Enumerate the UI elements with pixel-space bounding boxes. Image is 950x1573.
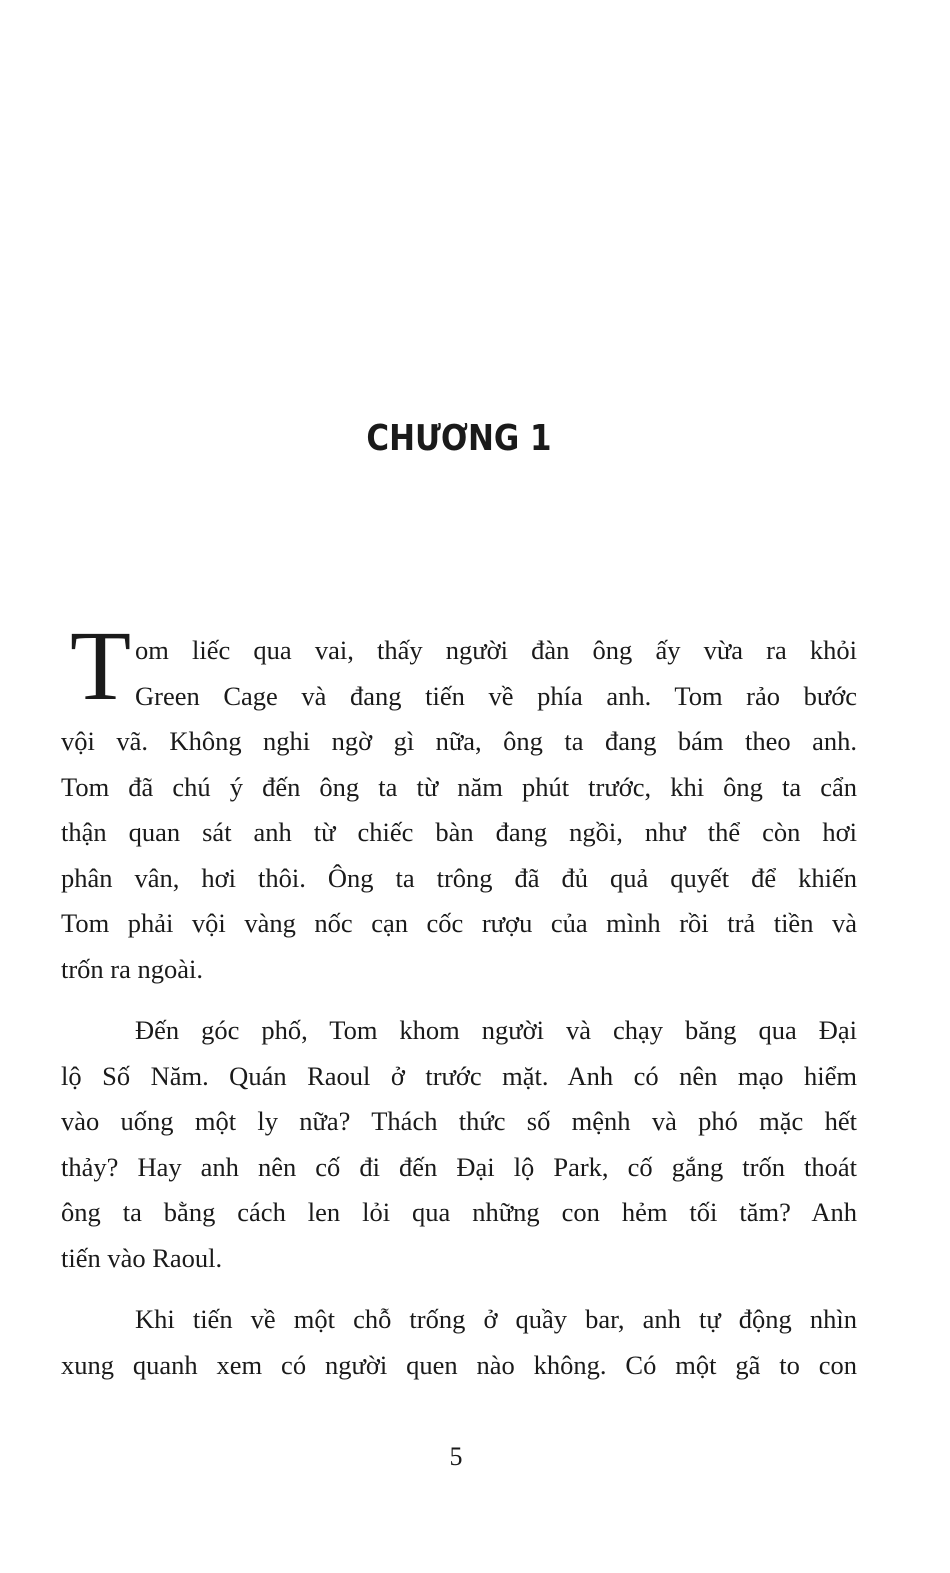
chapter-body (61, 628, 857, 1388)
text-line: xung quanh xem có người quen nào không. Có một gã to con (61, 1349, 857, 1380)
paragraph-3 (61, 1297, 857, 1388)
text-line: vào uống một ly nữa? Thách thức số mệnh và phó mặc hết (61, 1106, 857, 1136)
text-line: trốn ra ngoài. (61, 953, 204, 984)
text-line: Khi tiến về một chỗ trống ở quầy bar, anh tự động nhìn (135, 1304, 857, 1334)
text-line: lộ Số Năm. Quán Raoul ở trước mặt. Anh có nên mạo hiểm (61, 1060, 857, 1091)
page-number: 5 (449, 1442, 463, 1471)
text-line: om liếc qua vai, thấy người đàn ông ấy vừa ra khỏi (135, 635, 857, 665)
text-line: tiến vào Raoul. (61, 1242, 223, 1273)
text-line: phân vân, hơi thôi. Ông ta trông đã đủ quả quyết để khiến (61, 862, 857, 893)
paragraph-gap (61, 1281, 857, 1297)
drop-cap-letter: T (70, 610, 132, 721)
text-line: thận quan sát anh từ chiếc bàn đang ngồi, như thể còn hơi (61, 817, 857, 847)
text-line: Tom phải vội vàng nốc cạn cốc rượu của mình rồi trả tiền và (61, 908, 857, 938)
text-line: thảy? Hay anh nên cố đi đến Đại lộ Park, cố gắng trốn thoát (61, 1151, 857, 1182)
text-line: Tom đã chú ý đến ông ta từ năm phút trước, khi ông ta cẩn (61, 771, 857, 802)
text-line: ông ta bằng cách len lỏi qua những con hẻm tối tăm? Anh (61, 1197, 857, 1227)
paragraph-1 (61, 628, 857, 992)
chapter-title: CHƯƠNG 1 (366, 418, 552, 459)
paragraph-gap (61, 992, 857, 1008)
text-line: Đến góc phố, Tom khom người và chạy băng qua Đại (135, 1015, 857, 1045)
text-line: Green Cage và đang tiến về phía anh. Tom rảo bước (135, 680, 857, 711)
paragraph-2 (61, 1008, 857, 1281)
text-line: vội vã. Không nghi ngờ gì nữa, ông ta đang bám theo anh. (61, 726, 857, 756)
